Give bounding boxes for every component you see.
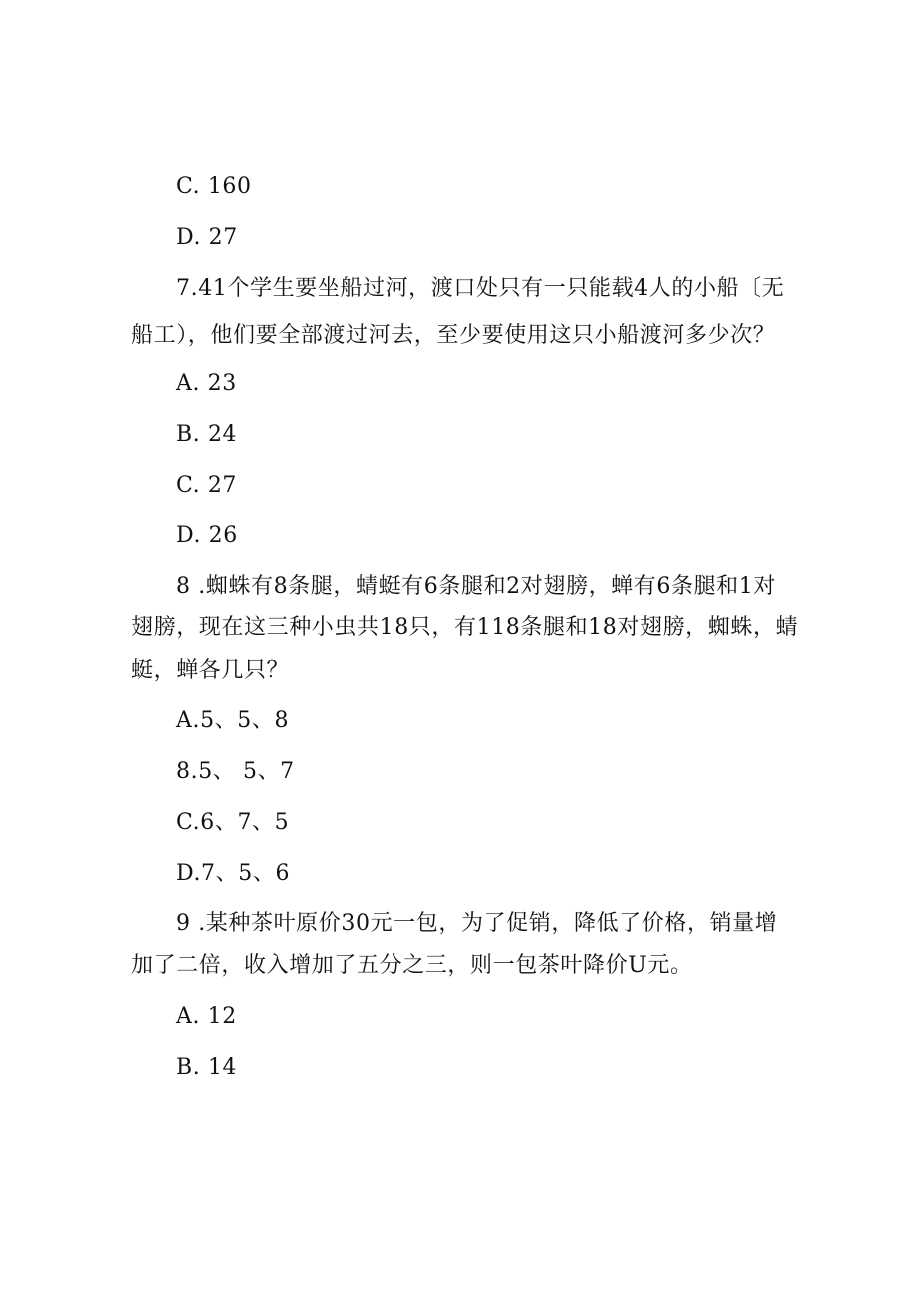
question-9-option-b: B. 14 [176, 1055, 238, 1080]
option-d-prev: D. 27 [176, 225, 238, 250]
question-7-option-d: D. 26 [176, 523, 238, 548]
question-8-option-c: C.6、7、5 [176, 810, 290, 835]
question-8-line-2: 翅膀，现在这三种小虫共18只，有118条腿和18对翅膀，蜘蛛，蜻 [131, 615, 799, 640]
question-8-line-1: 8 .蜘蛛有8条腿，蜻蜓有6条腿和2对翅膀，蝉有6条腿和1对 [176, 574, 776, 599]
option-c-prev: C. 160 [176, 174, 252, 199]
question-7-option-c: C. 27 [176, 473, 238, 498]
question-9-line-1: 9 .某种茶叶原价30元一包，为了促销，降低了价格，销量增 [176, 911, 778, 936]
question-7-line-1: 7.41个学生要坐船过河，渡口处只有一只能载4人的小船〔无 [176, 276, 785, 301]
question-8-option-a: A.5、5、8 [176, 708, 290, 733]
question-7-line-2: 船工），他们要全部渡过河去，至少要使用这只小船渡河多少次？ [131, 323, 776, 348]
question-7-option-b: B. 24 [176, 422, 238, 447]
question-9-option-a: A. 12 [176, 1004, 237, 1029]
question-8-option-d: D.7、5、6 [176, 861, 291, 886]
question-8-option-b: 8.5、 5、7 [176, 759, 295, 784]
question-8-line-3: 蜓，蝉各几只？ [131, 658, 290, 683]
question-7-option-a: A. 23 [176, 371, 237, 396]
question-9-line-2: 加了二倍，收入增加了五分之三，则一包茶叶降价U元。 [131, 953, 693, 978]
